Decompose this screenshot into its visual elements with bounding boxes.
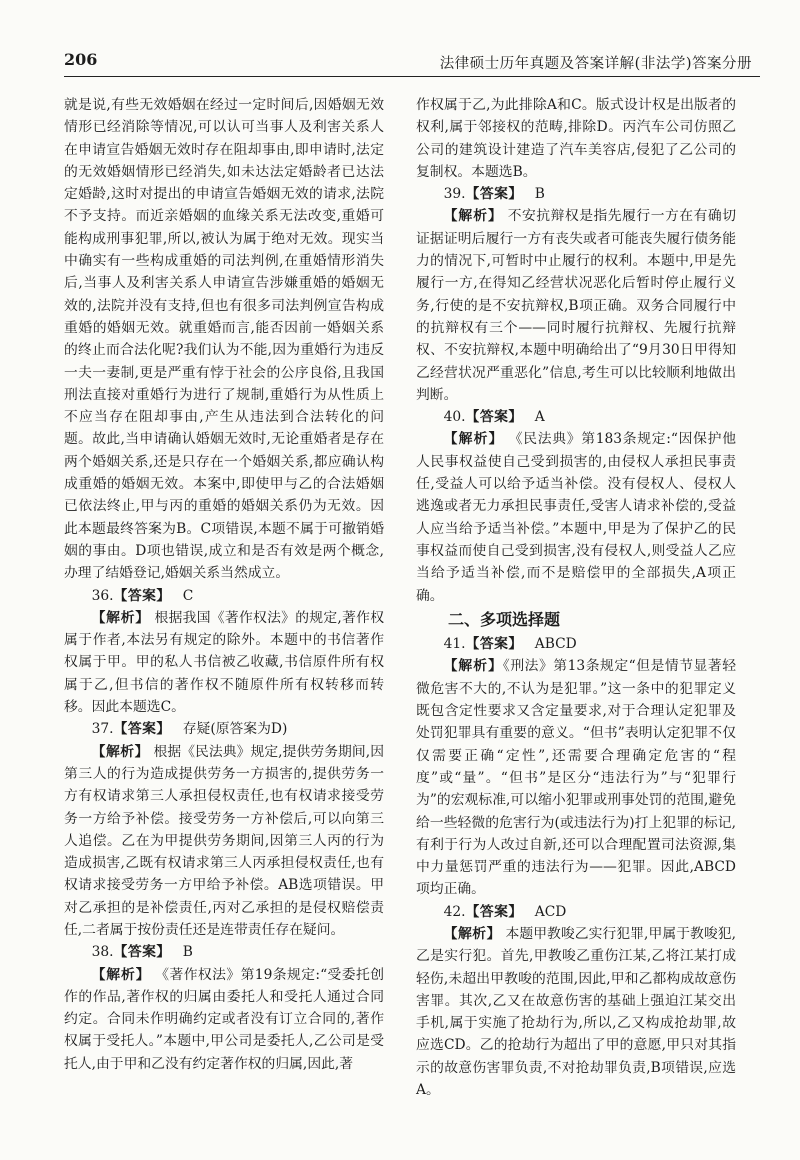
answer-value: 存疑(原答案为D) xyxy=(182,721,288,738)
analysis-39 xyxy=(416,205,736,406)
analysis-38 xyxy=(64,964,384,1075)
section-heading: 二、多项选择题 xyxy=(448,609,561,629)
analysis-42 xyxy=(416,923,736,1101)
analysis-text: 根据《民法典》规定,提供劳务期间,因第三人的行为造成提供劳务一方损害的,提供劳务一方有权请求第三人承担侵权责任,也有权请求接受劳务一方给予补偿。接受劳务一方补偿后,可以向第三人追偿。乙在为甲提供劳务期间,因第三人丙的行为造成损害,乙既有权请求第三人丙承担侵权责任,也有权请求接受劳务一方甲给予补偿。AB选项错误。甲对乙承担的是补偿责任,丙对乙承担的是侵权赔偿责任,二者属于按份责任还是连带责任存在疑问。 xyxy=(64,743,385,938)
question-number: 36. xyxy=(91,587,114,604)
answer-41 xyxy=(416,633,736,655)
left-column xyxy=(64,94,384,1075)
analysis-text: 本题甲教唆乙实行犯罪,甲属于教唆犯,乙是实行犯。首先,甲教唆乙重伤江某,乙将江某打成轻伤,未超出甲教唆的范围,因此,甲和乙都构成故意伤害罪。其次,乙又在故意伤害的基础上强迫江某交出手机,属于实施了抢劫行为,所以,乙又构成抢劫罪,故应选CD。乙的抢劫行为超出了甲的意愿,甲只对其指示的故意伤害罪负责,不对抢劫罪负责,B项错误,应选A。 xyxy=(416,925,737,1099)
answer-mark: 【答案】 xyxy=(465,636,523,653)
analysis-41 xyxy=(416,655,736,900)
question-number: 38. xyxy=(91,944,114,961)
intro-paragraph: 就是说,有些无效婚姻在经过一定时间后,因婚姻无效情形已经消除等情况,可以认可当事人及利害关系人在申请宣告婚姻无效时存在阻却事由,即申请时,法定的无效婚姻情形已经消失,如未达法定婚龄者已达法定婚龄,这时对提出的申请宣告婚姻无效的请求,法院不予支持。而近亲婚姻的血缘关系无法改变,重婚可能构成刑事犯罪,所以,被认为属于绝对无效。现实当中确实有一些构成重婚的司法判例,在重婚情形消失后,当事人及利害关系人申请宣告涉嫌重婚的婚姻无效的,法院并没有支持,但也有很多司法判例宣告构成重婚的婚姻无效。就重婚而言,能否因前一婚姻关系的终止而合法化呢?我们认为不能,因为重婚行为违反一夫一妻制,更是严重有悖于社会的公序良俗,且我国刑法直接对重婚行为进行了规制,重婚行为从性质上不应当存在阻却事由,产生从违法到合法转化的问题。故此,当申请确认婚姻无效时,无论重婚者是存在两个婚姻关系,还是只存在一个婚姻关系,都应确认构成重婚的婚姻无效。本案中,即使甲与乙的合法婚姻已依法终止,甲与丙的重婚的婚姻关系仍为无效。因此本题最终答案为B。C项错误,本题不属于可撤销婚姻的事由。D项也错误,成立和是否有效是两个概念,办理了结婚登记,婚姻关系当然成立。 xyxy=(64,97,384,582)
answer-value: B xyxy=(182,944,193,961)
running-title: 法律硕士历年真题及答案详解(非法学)答案分册 xyxy=(439,56,752,72)
question-number: 42. xyxy=(443,903,466,920)
answer-42 xyxy=(416,901,736,923)
question-number: 41. xyxy=(443,636,466,653)
answer-38 xyxy=(64,941,384,963)
analysis-38-continued: 作权属于乙,为此排除A和C。版式设计权是出版者的权利,属于邻接权的范畴,排除D。丙汽车公司仿照乙公司的建筑设计建造了汽车美容店,侵犯了乙公司的复制权。本题选B。 xyxy=(416,97,736,180)
answer-value: ACD xyxy=(534,903,567,920)
answer-39 xyxy=(416,183,736,205)
page-header xyxy=(64,50,760,77)
analysis-text: 根据我国《著作权法》的规定,著作权属于作者,本法另有规定的除外。本题中的书信著作权属于甲。甲的私人书信被乙收藏,书信原件所有权属于乙,但书信的著作权不随原件所有权转移而转移。因此本题选C。 xyxy=(64,609,385,716)
analysis-40 xyxy=(416,428,736,606)
analysis-text: 《著作权法》第19条规定:“受委托创作的作品,著作权的归属由委托人和受托人通过合同约定。合同未作明确约定或者没有订立合同的,著作权属于受托人。”本题中,甲公司是委托人,乙公司是受托人,由于甲和乙没有约定著作权的归属,因此,著 xyxy=(64,966,384,1072)
answer-value: A xyxy=(534,409,545,426)
analysis-mark: 【解析】 xyxy=(443,925,502,942)
analysis-text: 《刑法》第13条规定“但是情节显著轻微危害不大的,不认为是犯罪。”这一条中的犯罪定义既包含定性要求又含定量要求,对于合理认定犯罪及处罚犯罪具有重要的意义。“但书”表明认定犯罪不仅仅需要正确“定性”,还需要合理确定危害的“程度”或“量”。“但书”是区分“违法行为”与“犯罪行为”的宏观标准,可以缩小犯罪或刑事处罚的范围,避免给一些轻微的危害行为(或违法行为)打上犯罪的标记,有利于行为人改过自新,还可以合理配置司法资源,集中力量惩罚严重的违法行为——犯罪。因此,ABCD项均正确。 xyxy=(416,658,736,898)
answer-mark: 【答案】 xyxy=(465,409,523,426)
answer-value: B xyxy=(534,186,545,203)
analysis-mark: 【解析】 xyxy=(91,966,151,983)
analysis-36 xyxy=(64,607,384,718)
answer-mark: 【答案】 xyxy=(465,186,523,203)
analysis-mark: 【解析】 xyxy=(91,743,150,760)
analysis-mark: 【解析】 xyxy=(91,609,150,626)
question-number: 39. xyxy=(443,186,466,203)
analysis-text: 《民法典》第183条规定:“因保护他人民事权益使自己受到损害的,由侵权人承担民事责任,受益人可以给予适当补偿。没有侵权人、侵权人逃逸或者无力承担民事责任,受害人请求补偿的,受益人应当给予适当补偿。”本题中,甲是为了保护乙的民事权益而使自己受到损害,没有侵权人,则受益人乙应当给予适当补偿,而不是赔偿甲的全部损失,A项正确。 xyxy=(416,431,736,604)
answer-mark: 【答案】 xyxy=(465,903,523,920)
right-column xyxy=(416,94,736,1101)
answer-36 xyxy=(64,585,384,607)
answer-40 xyxy=(416,406,736,428)
analysis-mark: 【解析】 xyxy=(443,431,504,448)
question-number: 40. xyxy=(443,409,466,426)
analysis-mark: 【解析】 xyxy=(443,208,503,225)
answer-mark: 【答案】 xyxy=(113,721,171,738)
answer-value: ABCD xyxy=(534,636,577,653)
analysis-37 xyxy=(64,741,384,942)
analysis-text: 不安抗辩权是指先履行一方在有确切证据证明后履行一方有丧失或者可能丧失履行债务能力的情况下,可暂时中止履行的权利。本题中,甲是先履行一方,在得知乙经营状况恶化后暂时停止履行义务,行使的是不安抗辩权,B项正确。双务合同履行中的抗辩权有三个——同时履行抗辩权、先履行抗辩权、不安抗辩权,本题中明确给出了“9月30日甲得知乙经营状况严重恶化”信息,考生可以比较顺利地做出判断。 xyxy=(416,208,736,403)
answer-mark: 【答案】 xyxy=(113,587,171,604)
question-number: 37. xyxy=(91,721,114,738)
page-number: 206 xyxy=(64,50,98,69)
answer-37 xyxy=(64,718,384,740)
analysis-mark: 【解析】 xyxy=(443,658,503,675)
answer-mark: 【答案】 xyxy=(113,944,171,961)
answer-value: C xyxy=(182,587,194,604)
